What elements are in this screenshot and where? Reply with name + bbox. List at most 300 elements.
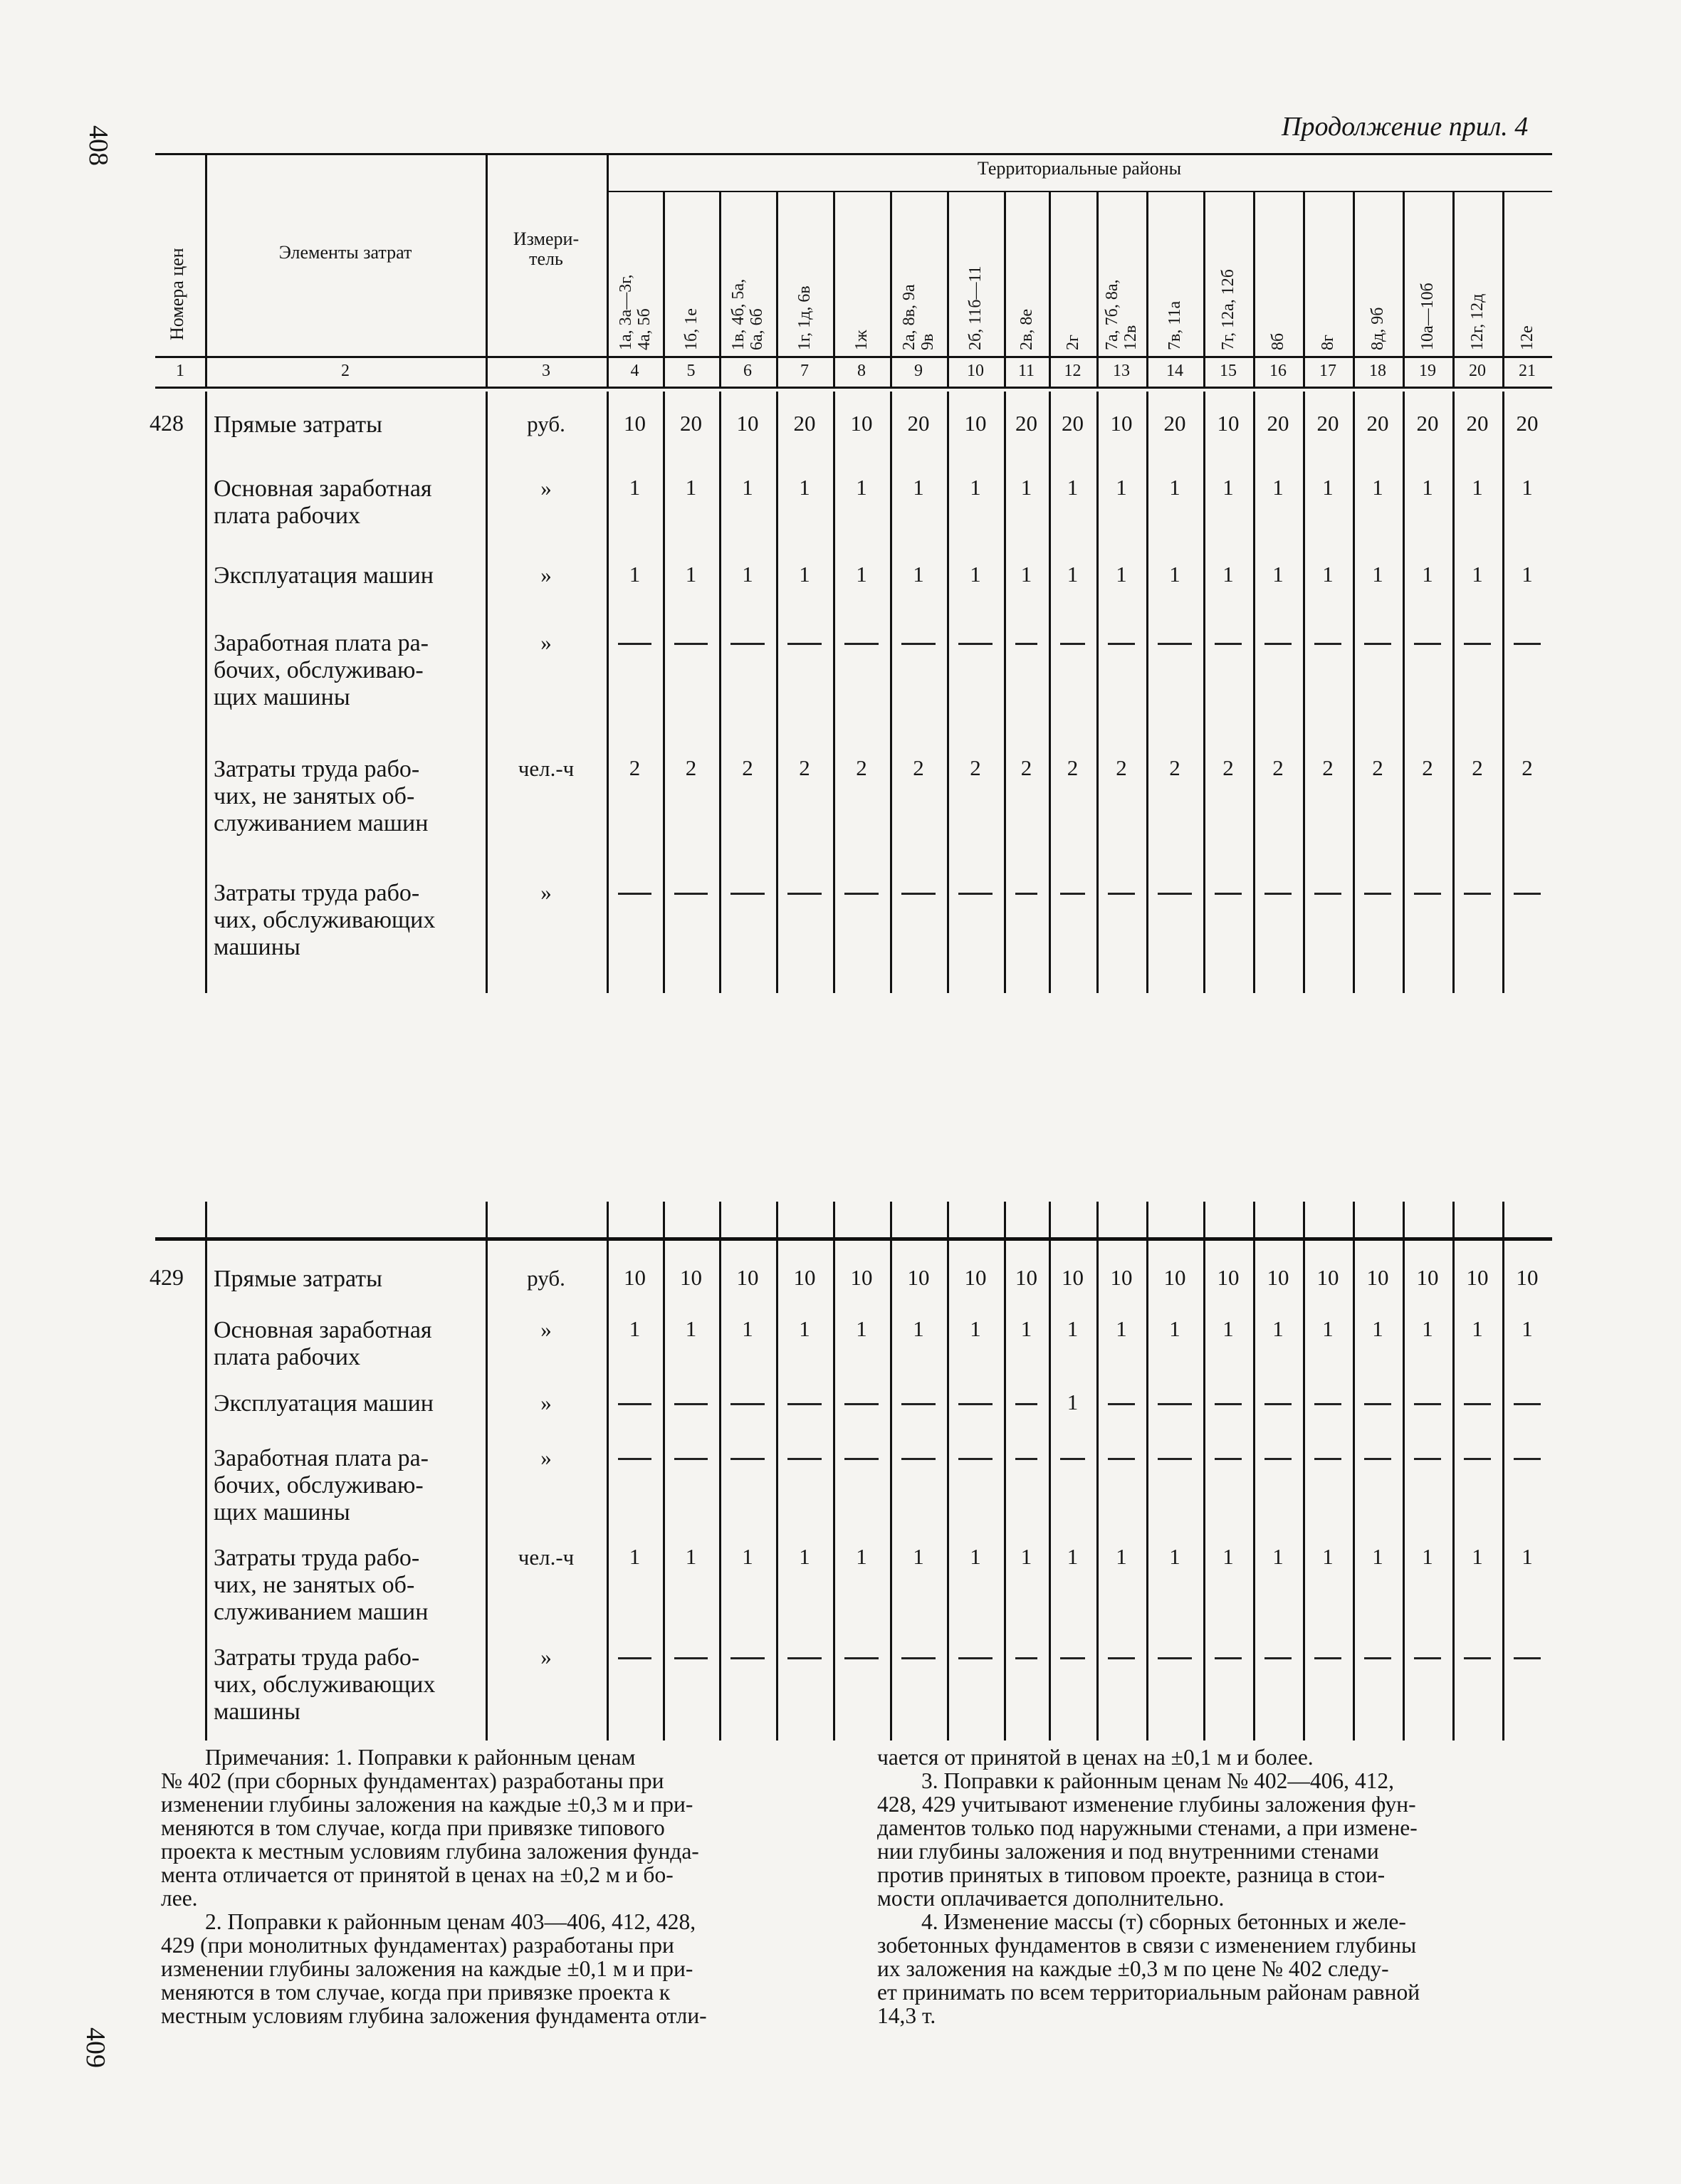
- cell-value: 1: [1222, 1544, 1234, 1569]
- body-vline: [719, 1232, 721, 1741]
- cell-value: 1: [1422, 1544, 1433, 1569]
- cell-value: 1: [856, 475, 867, 500]
- cell-value: 1: [1472, 1316, 1483, 1341]
- header-vline: [719, 192, 721, 387]
- cell-value: 2: [1522, 755, 1533, 780]
- note-line: 429 (при монолитных фундаментах) разработаны при: [161, 1933, 674, 1958]
- note-line: местным условиям глубина заложения фундамента отли-: [161, 2003, 707, 2028]
- cell-value: 1: [1372, 475, 1383, 500]
- stub-vline: [1452, 1202, 1455, 1239]
- body-vline: [1303, 1232, 1305, 1741]
- stub-vline: [1049, 1202, 1051, 1239]
- cell-value: 1: [1272, 475, 1284, 500]
- stub-vline: [776, 1202, 778, 1239]
- body-vline: [1452, 1232, 1455, 1741]
- cell-value: 20: [1516, 411, 1539, 436]
- cell-value: 2: [1116, 755, 1127, 780]
- rule-numbers-bottom: [155, 387, 1552, 389]
- row-element-label: щих машины: [214, 1499, 350, 1526]
- rule-header-bottom: [155, 356, 1552, 358]
- row-element-label: плата рабочих: [214, 1344, 361, 1370]
- stub-vline: [1146, 1202, 1148, 1239]
- cell-value: 1: [1116, 1316, 1127, 1341]
- cell-value: 1: [970, 562, 981, 587]
- cell-value: 10: [1015, 1265, 1037, 1290]
- header-meter: Измери- тель: [513, 229, 580, 269]
- cell-dash: [1414, 893, 1441, 895]
- row-element-label: Эксплуатация машин: [214, 1390, 434, 1417]
- cell-dash: [730, 1657, 765, 1659]
- cell-value: 1: [1169, 1544, 1180, 1569]
- cell-dash: [1414, 1403, 1441, 1405]
- cell-value: 2: [1422, 755, 1433, 780]
- stub-vline: [1403, 1202, 1405, 1239]
- cell-value: 1: [629, 1316, 641, 1341]
- header-vline: [1403, 192, 1405, 387]
- header-vline: [1502, 192, 1504, 387]
- cell-value: 1: [1322, 562, 1334, 587]
- cell-value: 2: [1222, 755, 1234, 780]
- row-meter: руб.: [527, 411, 565, 436]
- cell-value: 20: [907, 411, 930, 436]
- column-number: 2: [341, 362, 350, 380]
- stub-vline: [607, 1202, 609, 1239]
- cell-dash: [730, 643, 765, 645]
- column-number: 15: [1220, 362, 1237, 380]
- cell-value: 1: [913, 475, 924, 500]
- column-number: 21: [1519, 362, 1536, 380]
- cell-dash: [618, 1403, 651, 1405]
- row-meter: руб.: [527, 1266, 565, 1291]
- cell-dash: [1364, 643, 1391, 645]
- region-header-11: 7в, 11а: [1166, 300, 1184, 350]
- cell-value: 1: [1422, 475, 1433, 500]
- cell-dash: [901, 643, 936, 645]
- cell-value: 1: [913, 1316, 924, 1341]
- header-vline: [890, 192, 892, 387]
- row-element-label: Затраты труда рабо-: [214, 1545, 420, 1571]
- cell-dash: [674, 643, 708, 645]
- header-vline: [947, 192, 949, 387]
- row-element-label: Заработная плата ра-: [214, 630, 429, 656]
- cell-value: 1: [1222, 562, 1234, 587]
- cell-value: 10: [850, 411, 873, 436]
- row-element-label: Основная заработная: [214, 1317, 432, 1343]
- header-elements: Элементы затрат: [278, 242, 412, 263]
- stub-vline: [1502, 1202, 1504, 1239]
- cell-value: 10: [964, 411, 987, 436]
- cell-value: 1: [1020, 1544, 1032, 1569]
- cell-dash: [844, 1657, 879, 1659]
- stub-vline: [663, 1202, 665, 1239]
- header-vline: [1096, 192, 1099, 387]
- cell-dash: [1108, 893, 1135, 895]
- cell-dash: [674, 893, 708, 895]
- region-header-9: 2г: [1063, 335, 1082, 350]
- column-number: 17: [1319, 362, 1336, 380]
- note-line: № 402 (при сборных фундаментах) разработаны при: [161, 1768, 664, 1793]
- row-meter: »: [540, 562, 552, 587]
- column-number: 3: [542, 362, 550, 380]
- cell-dash: [958, 643, 993, 645]
- cell-value: 10: [1416, 1265, 1439, 1290]
- cell-value: 1: [685, 1316, 697, 1341]
- cell-value: 1: [1169, 1316, 1180, 1341]
- cell-dash: [1314, 1458, 1341, 1460]
- note-line: изменении глубины заложения на каждые ±0,3 м и при-: [161, 1792, 693, 1817]
- header-vline: [205, 153, 207, 387]
- cell-value: 20: [1466, 411, 1489, 436]
- cell-dash: [1314, 893, 1341, 895]
- cell-value: 1: [856, 1544, 867, 1569]
- cell-value: 1: [1067, 1390, 1079, 1414]
- cell-dash: [618, 643, 651, 645]
- cell-dash: [1464, 1657, 1491, 1659]
- region-header-13: 8б: [1269, 332, 1287, 350]
- row-element-label: чих, обслуживающих: [214, 1671, 436, 1698]
- cell-dash: [730, 893, 765, 895]
- cell-value: 2: [685, 755, 697, 780]
- cell-dash: [787, 643, 822, 645]
- cell-dash: [958, 1657, 993, 1659]
- body-vline: [663, 1232, 665, 1741]
- cell-value: 2: [1067, 755, 1079, 780]
- cell-value: 20: [1163, 411, 1186, 436]
- row-element-label: Прямые затраты: [214, 411, 382, 438]
- row-element-label: чих, не занятых об-: [214, 1572, 415, 1598]
- cell-dash: [1364, 893, 1391, 895]
- body-vline: [205, 1232, 207, 1741]
- cell-value: 10: [1110, 411, 1133, 436]
- price-number: 428: [150, 410, 184, 436]
- region-header-4: 1г, 1д, 6в: [795, 285, 814, 350]
- cell-dash: [674, 1458, 708, 1460]
- note-line: 428, 429 учитывают изменение глубины заложения фун-: [877, 1792, 1416, 1817]
- cell-dash: [1414, 1458, 1441, 1460]
- row-element-label: плата рабочих: [214, 503, 361, 529]
- stub-vline: [947, 1202, 949, 1239]
- cell-value: 1: [1372, 1544, 1383, 1569]
- body-vline: [1146, 1232, 1148, 1741]
- note-line: изменении глубины заложения на каждые ±0,1 м и при-: [161, 1956, 693, 1981]
- region-header-5: 1ж: [852, 330, 871, 350]
- cell-value: 20: [1062, 411, 1084, 436]
- row-element-label: Эксплуатация машин: [214, 562, 434, 589]
- cell-value: 1: [742, 1316, 753, 1341]
- row-element-label: машины: [214, 1699, 300, 1725]
- cell-value: 2: [1372, 755, 1383, 780]
- stub-vline: [1303, 1202, 1305, 1239]
- cell-value: 1: [742, 1544, 753, 1569]
- cell-dash: [1060, 1458, 1085, 1460]
- page-number-left: 408: [83, 125, 113, 166]
- cell-value: 1: [856, 1316, 867, 1341]
- cell-value: 1: [913, 1544, 924, 1569]
- cell-value: 1: [1372, 1316, 1383, 1341]
- body-vline: [1253, 1232, 1255, 1741]
- cell-value: 2: [1169, 755, 1180, 780]
- stub-vline: [1203, 1202, 1205, 1239]
- cell-dash: [901, 1657, 936, 1659]
- note-line: мента отличается от принятой в ценах на ±0,2 м и бо-: [161, 1862, 674, 1887]
- cell-value: 1: [1169, 562, 1180, 587]
- cell-value: 2: [799, 755, 810, 780]
- body-vline: [1203, 1232, 1205, 1741]
- cell-dash: [1264, 893, 1292, 895]
- cell-dash: [844, 1458, 879, 1460]
- region-header-8: 2в, 8е: [1017, 309, 1036, 350]
- row-element-label: Заработная плата ра-: [214, 1445, 429, 1471]
- cell-dash: [1464, 893, 1491, 895]
- cell-value: 1: [1472, 475, 1483, 500]
- cell-dash: [1414, 643, 1441, 645]
- row-meter: чел.-ч: [518, 1545, 575, 1570]
- cell-dash: [1464, 643, 1491, 645]
- row-element-label: Затраты труда рабо-: [214, 880, 420, 906]
- cell-value: 1: [1522, 475, 1533, 500]
- cell-value: 1: [1067, 562, 1079, 587]
- cell-value: 1: [1222, 475, 1234, 500]
- cell-value: 2: [742, 755, 753, 780]
- column-number: 4: [630, 362, 639, 380]
- page-number-bottom: 409: [80, 2027, 110, 2068]
- note-line: нии глубины заложения и под внутренними стенами: [877, 1839, 1379, 1864]
- cell-dash: [1314, 1657, 1341, 1659]
- cell-value: 1: [685, 1544, 697, 1569]
- cell-value: 1: [970, 475, 981, 500]
- body-vline: [890, 1232, 892, 1741]
- cell-dash: [1464, 1403, 1491, 1405]
- stub-vline: [1004, 1202, 1006, 1239]
- cell-value: 2: [1472, 755, 1483, 780]
- body-vline: [1403, 1232, 1405, 1741]
- row-element-label: Затраты труда рабо-: [214, 756, 420, 782]
- cell-dash: [1215, 1403, 1242, 1405]
- cell-value: 10: [624, 1265, 646, 1290]
- header-vline: [1303, 192, 1305, 387]
- cell-value: 2: [1020, 755, 1032, 780]
- cell-dash: [1015, 1657, 1037, 1659]
- cell-dash: [1215, 643, 1242, 645]
- cell-dash: [1108, 1403, 1135, 1405]
- cell-dash: [618, 893, 651, 895]
- cell-value: 1: [629, 475, 641, 500]
- cell-value: 10: [964, 1265, 987, 1290]
- cell-value: 1: [1020, 562, 1032, 587]
- header-vline: [1253, 192, 1255, 387]
- notes-right-column: [877, 1745, 1554, 2027]
- header-vline: [1203, 192, 1205, 387]
- cell-dash: [1215, 1458, 1242, 1460]
- body-vline: [1353, 1232, 1355, 1741]
- body-vline: [1096, 1232, 1099, 1741]
- rule-territorial: [607, 191, 1552, 192]
- cell-dash: [958, 893, 993, 895]
- region-header-1: 1а, 3а—3г,: [616, 274, 635, 350]
- row-meter: »: [540, 1317, 552, 1342]
- cell-value: 1: [1472, 562, 1483, 587]
- stub-vline: [205, 1202, 207, 1239]
- body-vline: [947, 1232, 949, 1741]
- column-number: 7: [800, 362, 809, 380]
- note-line: 3. Поправки к районным ценам № 402—406, 412,: [921, 1768, 1394, 1793]
- continuation-label: Продолжение прил. 4: [1282, 112, 1529, 142]
- cell-value: 10: [1267, 1265, 1289, 1290]
- header-vline: [1004, 192, 1006, 387]
- column-number: 1: [176, 362, 184, 380]
- rule-top: [155, 153, 1552, 155]
- cell-value: 2: [970, 755, 981, 780]
- cell-dash: [618, 1458, 651, 1460]
- cell-value: 1: [685, 562, 697, 587]
- cell-value: 10: [1110, 1265, 1133, 1290]
- cell-value: 1: [742, 475, 753, 500]
- row-element-label: служиванием машин: [214, 1599, 429, 1625]
- header-vline: [776, 192, 778, 387]
- row-element-label: чих, не занятых об-: [214, 783, 415, 809]
- cell-value: 1: [1472, 1544, 1483, 1569]
- cell-value: 1: [1422, 1316, 1433, 1341]
- cell-value: 1: [799, 1544, 810, 1569]
- cell-dash: [730, 1458, 765, 1460]
- cell-value: 1: [970, 1544, 981, 1569]
- cell-dash: [1514, 1657, 1541, 1659]
- row-meter: »: [540, 476, 552, 500]
- notes-left-column: [161, 1745, 837, 2027]
- cell-dash: [1364, 1458, 1391, 1460]
- cell-value: 1: [1522, 562, 1533, 587]
- cell-value: 2: [856, 755, 867, 780]
- cell-value: 1: [913, 562, 924, 587]
- header-vline: [1452, 192, 1455, 387]
- note-line: даментов только под наружными стенами, а при измене-: [877, 1815, 1418, 1840]
- header-vline: [833, 192, 835, 387]
- cell-value: 1: [1272, 1316, 1284, 1341]
- region-header-18: 12е: [1518, 325, 1536, 350]
- cell-dash: [1314, 1403, 1341, 1405]
- cell-value: 10: [1217, 411, 1240, 436]
- cell-value: 1: [1522, 1316, 1533, 1341]
- cell-dash: [1314, 643, 1341, 645]
- cell-value: 2: [913, 755, 924, 780]
- cell-value: 2: [629, 755, 641, 780]
- cell-value: 10: [1516, 1265, 1539, 1290]
- cell-value: 1: [1067, 1544, 1079, 1569]
- column-number: 11: [1017, 362, 1035, 380]
- cell-value: 10: [624, 411, 646, 436]
- cell-value: 20: [1316, 411, 1339, 436]
- region-header-2: 1б, 1е: [681, 308, 701, 350]
- cell-value: 1: [629, 1544, 641, 1569]
- cell-dash: [1158, 1403, 1192, 1405]
- cell-value: 10: [1163, 1265, 1186, 1290]
- cell-dash: [1108, 1657, 1135, 1659]
- row-element-label: Основная заработная: [214, 476, 432, 502]
- header-price-no: Номера цен: [167, 248, 187, 340]
- region-header-12: 7г, 12а, 12б: [1219, 269, 1237, 350]
- cell-dash: [1514, 1403, 1541, 1405]
- cell-value: 10: [1316, 1265, 1339, 1290]
- cell-dash: [674, 1657, 708, 1659]
- cell-value: 10: [793, 1265, 816, 1290]
- cell-value: 10: [850, 1265, 873, 1290]
- cell-value: 10: [1062, 1265, 1084, 1290]
- cell-dash: [618, 1657, 651, 1659]
- stub-vline: [890, 1202, 892, 1239]
- cell-dash: [1060, 643, 1085, 645]
- cell-value: 1: [1272, 1544, 1284, 1569]
- note-line: лее.: [161, 1886, 198, 1911]
- cell-dash: [1514, 643, 1541, 645]
- cell-dash: [1215, 893, 1242, 895]
- cell-value: 1: [1322, 475, 1334, 500]
- header-vline: [1353, 192, 1355, 387]
- column-number: 14: [1166, 362, 1183, 380]
- cell-value: 10: [736, 411, 759, 436]
- cell-dash: [1264, 1657, 1292, 1659]
- cell-dash: [787, 893, 822, 895]
- body-vline: [1049, 1232, 1051, 1741]
- region-header-17: 12г, 12д: [1468, 293, 1487, 350]
- column-number: 6: [743, 362, 752, 380]
- cell-value: 20: [1416, 411, 1439, 436]
- cell-value: 1: [1522, 1544, 1533, 1569]
- note-line: меняются в том случае, когда при привязке типового: [161, 1815, 665, 1840]
- cell-value: 20: [793, 411, 816, 436]
- cell-dash: [901, 1403, 936, 1405]
- row-meter: »: [540, 1390, 552, 1415]
- cell-value: 10: [736, 1265, 759, 1290]
- header-vline: [1146, 192, 1148, 387]
- cell-dash: [844, 1403, 879, 1405]
- cell-dash: [958, 1458, 993, 1460]
- cell-dash: [730, 1403, 765, 1405]
- header-territorial-regions: Территориальные районы: [977, 158, 1182, 179]
- cell-value: 1: [1422, 562, 1433, 587]
- cell-dash: [1158, 1458, 1192, 1460]
- cell-dash: [787, 1657, 822, 1659]
- row-meter: »: [540, 1644, 552, 1669]
- cell-dash: [1514, 1458, 1541, 1460]
- stub-vline: [486, 1202, 488, 1239]
- cell-dash: [1015, 643, 1037, 645]
- cell-value: 1: [1067, 1316, 1079, 1341]
- cell-dash: [1158, 893, 1192, 895]
- cell-dash: [674, 1403, 708, 1405]
- note-line: проекта к местным условиям глубина заложения фунда-: [161, 1839, 699, 1864]
- cell-value: 20: [1015, 411, 1037, 436]
- column-number: 9: [914, 362, 923, 380]
- cell-dash: [1364, 1657, 1391, 1659]
- cell-value: 1: [1372, 562, 1383, 587]
- column-number: 20: [1469, 362, 1486, 380]
- cell-dash: [1158, 1657, 1192, 1659]
- row-element-label: машины: [214, 934, 300, 960]
- note-line: 14,3 т.: [877, 2003, 936, 2028]
- cell-value: 10: [680, 1265, 702, 1290]
- row-element-label: чих, обслуживающих: [214, 907, 436, 933]
- note-line: чается от принятой в ценах на ±0,1 м и более.: [877, 1745, 1314, 1770]
- cell-dash: [1060, 893, 1085, 895]
- stub-vline: [1253, 1202, 1255, 1239]
- cell-value: 1: [1020, 475, 1032, 500]
- cell-value: 1: [1322, 1316, 1334, 1341]
- body-vline: [776, 1232, 778, 1741]
- region-header-3: 6а, 6б: [748, 308, 766, 350]
- rule-block-top: [155, 1239, 1552, 1241]
- rule-stub-bottom: [155, 1237, 1552, 1239]
- cell-dash: [1264, 1458, 1292, 1460]
